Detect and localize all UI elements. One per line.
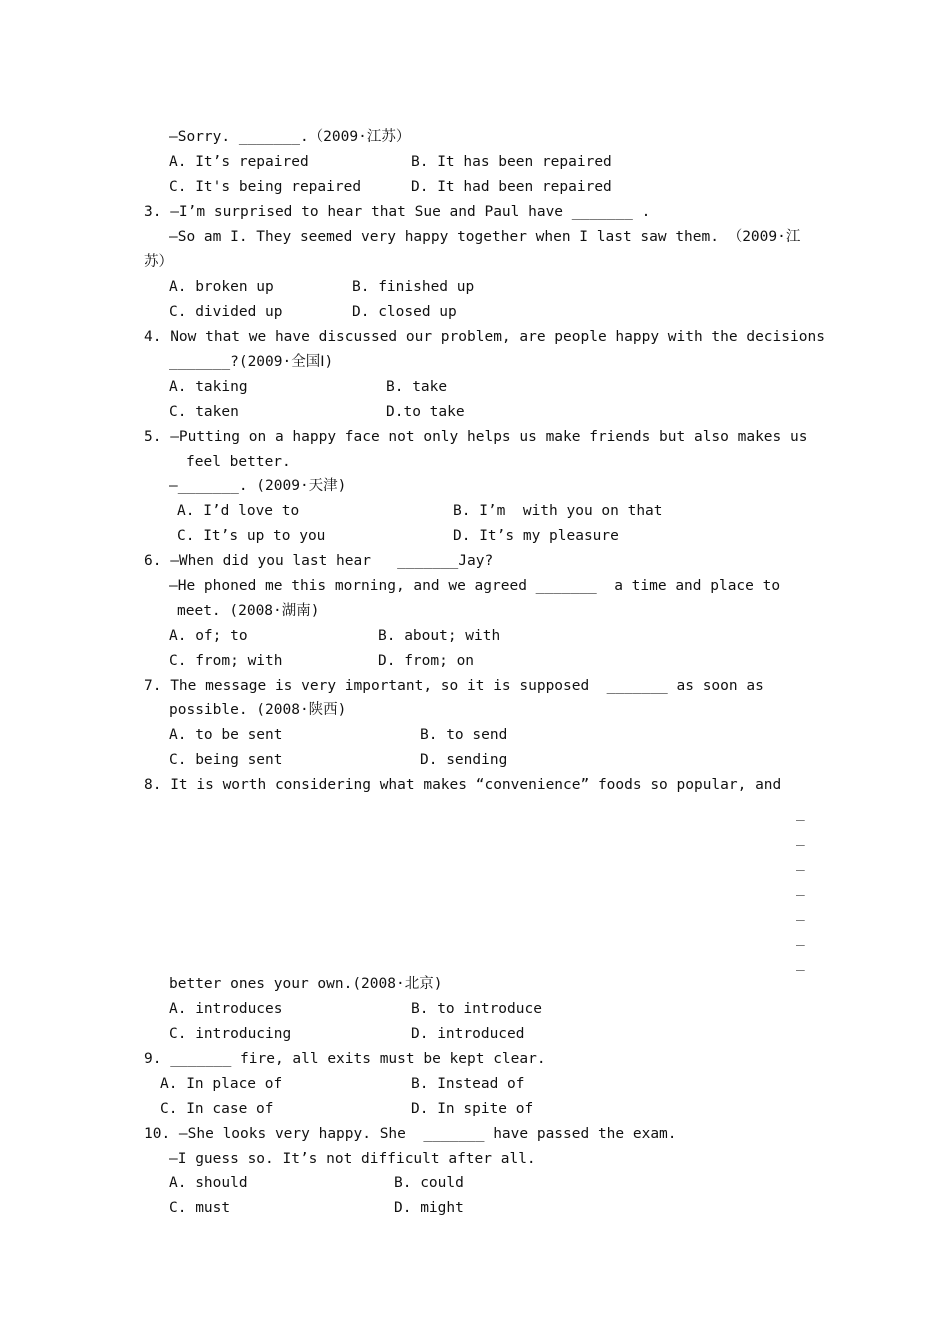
q5-stem-cont: feel better. xyxy=(186,454,291,470)
q10-option-a: A. should xyxy=(169,1175,248,1191)
q8-option-a: A. introduces xyxy=(169,1001,283,1017)
q5-option-b: B. I’m with you on that xyxy=(453,503,663,519)
q6-response: —He phoned me this morning, and we agreed _______ a time and place to xyxy=(169,578,781,594)
q3-option-c: C. divided up xyxy=(169,304,283,320)
q7-option-c: C. being sent xyxy=(169,752,283,768)
blank-dash: _ xyxy=(796,830,805,846)
q6-option-b: B. about; with xyxy=(378,628,501,644)
q5-option-c: C. It’s up to you xyxy=(177,528,326,544)
q6-option-c: C. from; with xyxy=(169,653,283,669)
q5-option-d: D. It’s my pleasure xyxy=(453,528,619,544)
q5-response: —_______. (2009·天津) xyxy=(169,478,347,494)
q10-option-c: C. must xyxy=(169,1200,231,1216)
q6-response-cont: meet. (2008·湖南) xyxy=(177,603,320,619)
q2-option-c: C. It's being repaired xyxy=(169,179,362,195)
q4-option-c: C. taken xyxy=(169,404,239,420)
q4-option-d: D.to take xyxy=(386,404,465,420)
q8-option-b: B. to introduce xyxy=(411,1001,542,1017)
q6-option-d: D. from; on xyxy=(378,653,475,669)
q7-stem: 7. The message is very important, so it is supposed _______ as soon as xyxy=(144,678,764,694)
blank-dash: _ xyxy=(796,855,805,871)
q7-option-b: B. to send xyxy=(420,727,508,743)
q7-option-a: A. to be sent xyxy=(169,727,283,743)
q3-response: —So am I. They seemed very happy together when I last saw them. （2009·江 xyxy=(169,229,801,245)
q3-stem: 3. —I’m surprised to hear that Sue and Paul have _______ . xyxy=(144,204,651,220)
q8-option-d: D. introduced xyxy=(411,1026,525,1042)
q3-option-b: B. finished up xyxy=(352,279,475,295)
q3-source-wrap: 苏） xyxy=(144,254,173,270)
q6-stem: 6. —When did you last hear _______Jay? xyxy=(144,553,494,569)
q2-option-b: B. It has been repaired xyxy=(411,154,612,170)
blank-dash: _ xyxy=(796,905,805,921)
q2-option-a: A. It’s repaired xyxy=(169,154,309,170)
q3-option-d: D. closed up xyxy=(352,304,457,320)
q9-option-a: A. In place of xyxy=(160,1076,283,1092)
q9-stem: 9. _______ fire, all exits must be kept clear. xyxy=(144,1051,546,1067)
q4-stem-cont: _______?(2009·全国Ⅰ) xyxy=(169,354,334,370)
q4-stem: 4. Now that we have discussed our problem, are people happy with the decisions xyxy=(144,329,825,345)
q9-option-b: B. Instead of xyxy=(411,1076,525,1092)
q4-option-b: B. take xyxy=(386,379,448,395)
q9-option-d: D. In spite of xyxy=(411,1101,534,1117)
q10-response: —I guess so. It’s not difficult after all. xyxy=(169,1151,536,1167)
q4-option-a: A. taking xyxy=(169,379,248,395)
q10-stem: 10. —She looks very happy. She _______ have passed the exam. xyxy=(144,1126,677,1142)
blank-dash: _ xyxy=(796,805,805,821)
q2-answer-line: —Sorry. _______.（2009·江苏） xyxy=(169,129,411,145)
q8-stem-cont: better ones your own.(2008·北京) xyxy=(169,976,443,992)
q8-stem: 8. It is worth considering what makes “convenience” foods so popular, and xyxy=(144,777,782,793)
q6-option-a: A. of; to xyxy=(169,628,248,644)
blank-dash: _ xyxy=(796,930,805,946)
q7-option-d: D. sending xyxy=(420,752,508,768)
q2-option-d: D. It had been repaired xyxy=(411,179,612,195)
q10-option-b: B. could xyxy=(394,1175,464,1191)
blank-dash: _ xyxy=(796,880,805,896)
q5-stem: 5. —Putting on a happy face not only helps us make friends but also makes us xyxy=(144,429,808,445)
q5-option-a: A. I’d love to xyxy=(177,503,300,519)
q9-option-c: C. In case of xyxy=(160,1101,274,1117)
q3-option-a: A. broken up xyxy=(169,279,274,295)
blank-dash: _ xyxy=(796,955,805,971)
q10-option-d: D. might xyxy=(394,1200,464,1216)
q7-stem-cont: possible. (2008·陕西) xyxy=(169,702,347,718)
q8-option-c: C. introducing xyxy=(169,1026,292,1042)
